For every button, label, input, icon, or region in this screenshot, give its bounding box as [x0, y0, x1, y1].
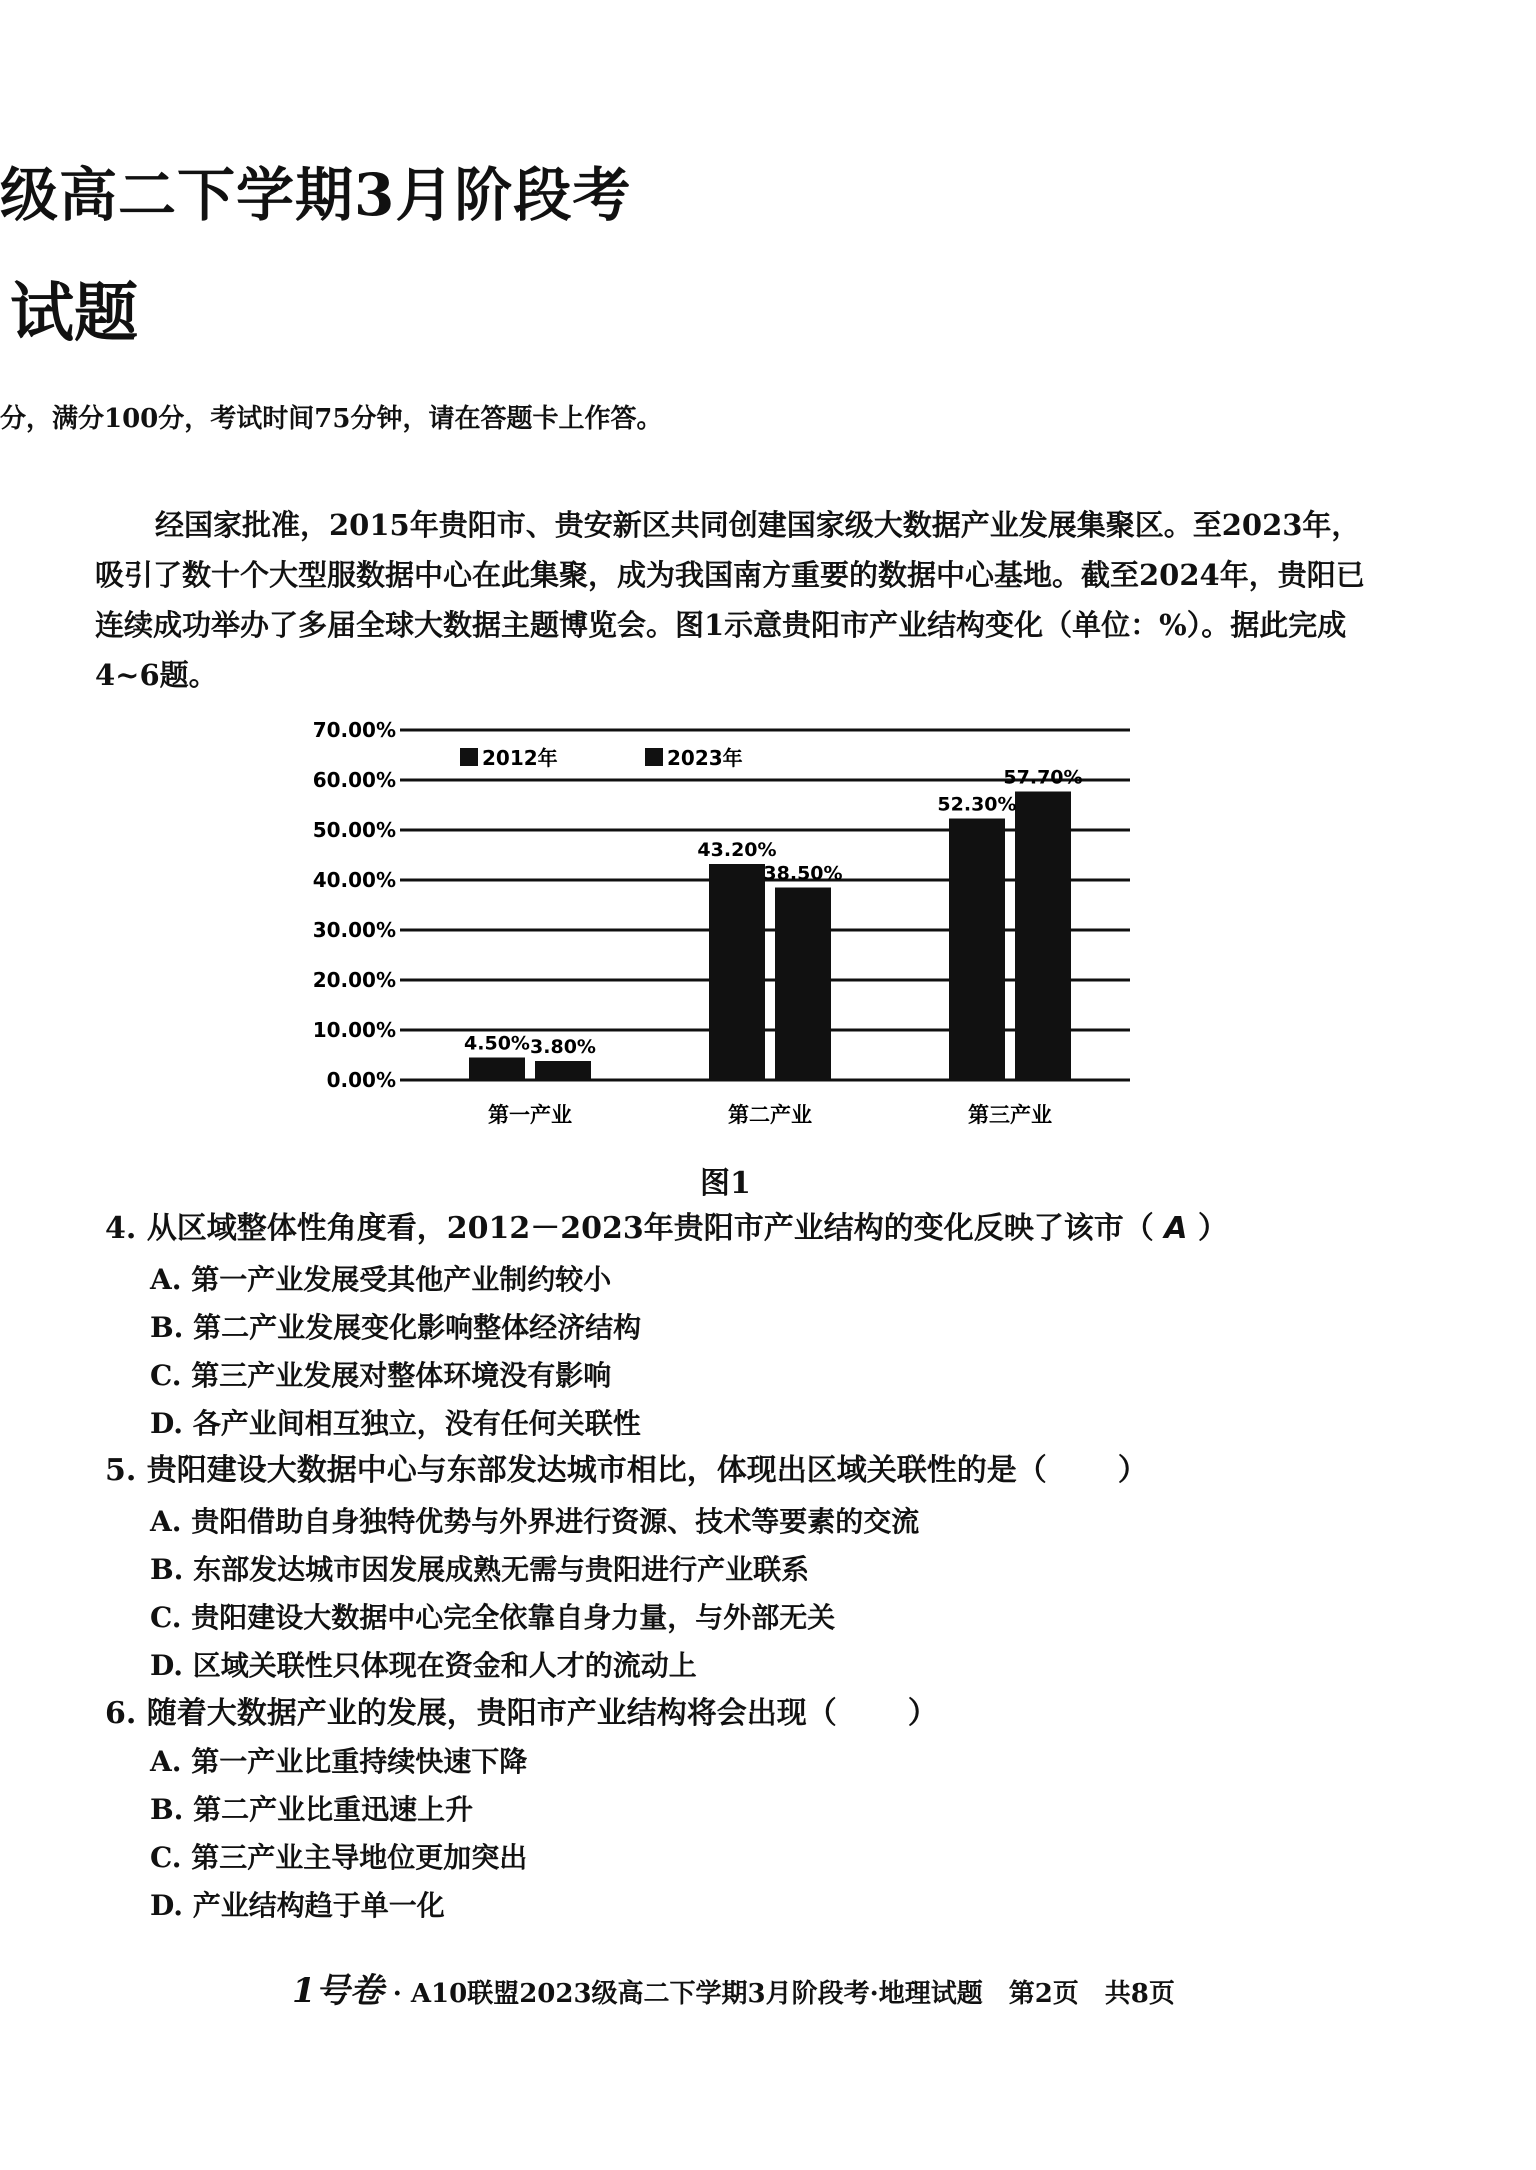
y-axis-ticks [313, 718, 396, 1092]
question-number: 4. [105, 1211, 137, 1246]
y-tick-label: 60.00% [312, 768, 396, 792]
brand-logo: 1号卷 [292, 1971, 384, 2011]
option-4c[interactable]: C. 第三产业发展对整体环境没有影响 [150, 1359, 612, 1392]
bar-2023年-第一产业 [535, 1061, 591, 1080]
chart-legend [460, 746, 743, 770]
bar-2012年-第三产业 [949, 819, 1005, 1081]
y-tick-label: 70.00% [312, 718, 396, 742]
exam-title: 级高二下学期3月阶段考 [0, 161, 632, 229]
footer-text: · A10联盟2023级高二下学期3月阶段考·地理试题 第2页 共8页 [392, 1979, 1175, 2009]
exam-note: 分，满分100分，考试时间75分钟，请在答题卡上作答。 [0, 404, 663, 434]
bar-chart [300, 715, 1150, 1155]
option-4a[interactable]: A. 第一产业发展受其他产业制约较小 [150, 1263, 612, 1296]
option-5b[interactable]: B. 东部发达城市因发展成熟无需与贵阳进行产业联系 [150, 1553, 810, 1586]
y-tick-label: 40.00% [312, 868, 396, 892]
x-tick-label: 第二产业 [728, 1103, 812, 1127]
question-close: ） [907, 1696, 938, 1731]
page-footer [292, 1963, 1175, 2012]
handwritten-answer: A [1164, 1211, 1188, 1246]
question-close: ） [1117, 1453, 1148, 1488]
question-6 [105, 1688, 938, 1732]
question-number: 5. [105, 1453, 137, 1488]
y-tick-label: 50.00% [312, 818, 396, 842]
option-4d[interactable]: D. 各产业间相互独立，没有任何关联性 [150, 1407, 641, 1440]
option-5c[interactable]: C. 贵阳建设大数据中心完全依靠自身力量，与外部无关 [150, 1601, 836, 1634]
legend-swatch [645, 748, 663, 766]
bar-2012年-第一产业 [469, 1058, 525, 1081]
bar-data-label: 3.80% [530, 1036, 596, 1058]
x-axis-ticks [488, 1103, 1052, 1127]
bar-data-label: 57.70% [1003, 766, 1083, 789]
y-tick-label: 20.00% [312, 968, 396, 992]
legend-label: 2023年 [667, 746, 743, 770]
legend-label: 2012年 [482, 746, 558, 770]
y-tick-label: 30.00% [312, 918, 396, 942]
y-tick-label: 0.00% [326, 1068, 396, 1092]
exam-subtitle: 试题 [10, 276, 138, 351]
bar-data-label: 52.30% [937, 793, 1017, 816]
option-6b[interactable]: B. 第二产业比重迅速上升 [150, 1793, 474, 1826]
option-4b[interactable]: B. 第二产业发展变化影响整体经济结构 [150, 1311, 642, 1344]
question-number: 6. [105, 1696, 137, 1731]
passage: 经国家批准，2015年贵阳市、贵安新区共同创建国家级大数据产业发展集聚区。至2023年，吸引了数十个大型服数据中心在此集聚，成为我国南方重要的数据中心基地。截至2024年，贵阳已连续成功举办了多届全球大数据主题博览会。图1示意贵阳市产业结构变化（单位：%）。据此完成4~6题。 [95, 508, 1365, 692]
option-6c[interactable]: C. 第三产业主导地位更加突出 [150, 1841, 528, 1874]
question-5 [105, 1445, 1148, 1489]
question-stem: 从区域整体性角度看，2012－2023年贵阳市产业结构的变化反映了该市（ [146, 1211, 1154, 1246]
question-4 [105, 1203, 1228, 1247]
legend-swatch [460, 748, 478, 766]
question-stem: 随着大数据产业的发展，贵阳市产业结构将会出现（ [146, 1696, 837, 1731]
bar-2023年-第三产业 [1015, 792, 1071, 1081]
figure-caption: 图1 [700, 1166, 751, 1201]
option-5d[interactable]: D. 区域关联性只体现在资金和人才的流动上 [150, 1649, 697, 1682]
bar-2012年-第二产业 [709, 864, 765, 1080]
y-tick-label: 10.00% [312, 1018, 396, 1042]
bar-data-label: 43.20% [697, 839, 777, 861]
question-stem: 贵阳建设大数据中心与东部发达城市相比，体现出区域关联性的是（ [146, 1453, 1047, 1488]
option-6d[interactable]: D. 产业结构趋于单一化 [150, 1889, 445, 1922]
bar-2023年-第二产业 [775, 888, 831, 1081]
question-close: ） [1197, 1211, 1228, 1246]
option-6a[interactable]: A. 第一产业比重持续快速下降 [150, 1745, 528, 1778]
x-tick-label: 第一产业 [488, 1103, 572, 1127]
option-5a[interactable]: A. 贵阳借助自身独特优势与外界进行资源、技术等要素的交流 [150, 1505, 920, 1538]
bar-data-label: 38.50% [763, 862, 843, 885]
bar-data-label: 4.50% [464, 1032, 530, 1055]
x-tick-label: 第三产业 [968, 1103, 1052, 1127]
